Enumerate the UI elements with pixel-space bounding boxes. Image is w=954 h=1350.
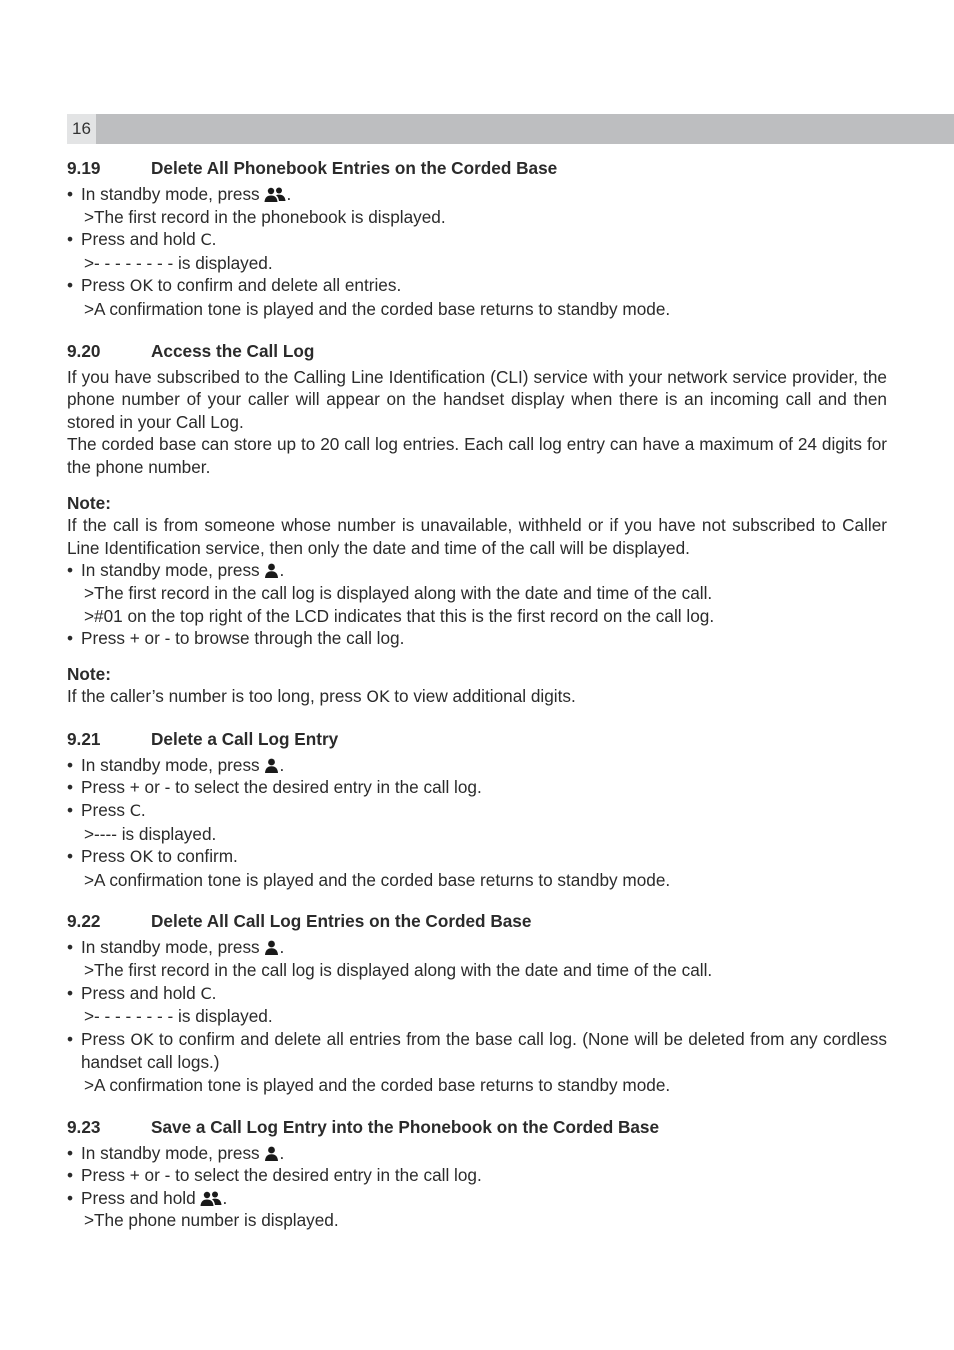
step-text: Press [81, 846, 125, 867]
phonebook-icon [264, 187, 286, 202]
section-title: Save a Call Log Entry into the Phonebook on the Corded Base [151, 1116, 660, 1137]
step-text: Press and hold [81, 982, 196, 1003]
step-text: In standby mode, press [81, 937, 260, 958]
step-text: to confirm and delete all entries from the base call log. (None will be deleted from any cordless handset call logs.) [81, 1028, 887, 1073]
step-text: In standby mode, press [81, 754, 260, 775]
step-result: >The phone number is displayed. [84, 1210, 339, 1231]
step-result: >A confirmation tone is played and the corded base returns to standby mode. [84, 298, 671, 319]
step-text: to confirm and delete all entries. [157, 275, 402, 296]
section-number: 9.19 [67, 158, 101, 178]
step-text: In standby mode, press [81, 184, 260, 204]
step: • Press + or - to browse through the call log. [67, 627, 887, 650]
step: • Press C. [67, 799, 887, 823]
page-content [67, 157, 887, 1232]
step-text: to confirm. [157, 846, 238, 867]
note-text-part: to view additional digits. [394, 686, 576, 707]
section-number: 9.23 [67, 1116, 101, 1137]
step-result: >A confirmation tone is played and the corded base returns to standby mode. [84, 1075, 671, 1095]
step: • In standby mode, press . [67, 1142, 887, 1165]
step: • In standby mode, press . [67, 559, 887, 582]
call-log-icon [264, 563, 279, 578]
step-text: Press [81, 1028, 125, 1049]
key-ok: OK [129, 847, 153, 867]
step-result: >#01 on the top right of the LCD indicates that this is the first record on the call log. [84, 605, 715, 626]
step-text: Press and hold [81, 1187, 196, 1208]
paragraph: The corded base can store up to 20 call log entries. Each call log entry can have a maximum of 24 digits for the phone number. [67, 434, 887, 477]
page-header-bar [67, 114, 954, 144]
call-log-icon [264, 1146, 279, 1161]
step: • In standby mode, press . [67, 936, 887, 959]
step: • Press + or - to select the desired entry in the call log. [67, 1164, 887, 1187]
step-text: In standby mode, press [81, 560, 260, 581]
step-result: >The first record in the phonebook is displayed. [84, 206, 446, 227]
key-ok: OK [366, 687, 390, 707]
section-heading [67, 340, 887, 363]
key-c: C [200, 230, 212, 250]
section-9-20 [67, 340, 887, 709]
section-9-23 [67, 1116, 887, 1232]
section-heading [67, 728, 887, 751]
section-number: 9.22 [67, 911, 101, 932]
paragraph: If you have subscribed to the Calling Line Identification (CLI) service with your network service provider, the phone number of your caller will appear on the handset display when there is an incoming call and then stored in your Call Log. [67, 366, 887, 432]
step: • In standby mode, press . [67, 754, 887, 777]
section-heading [67, 910, 887, 933]
step-text: Press and hold [81, 229, 196, 250]
section-9-21 [67, 728, 887, 892]
step [67, 1028, 887, 1074]
step [67, 845, 887, 869]
note-text [67, 685, 887, 709]
key-ok: OK [129, 276, 153, 296]
step: • Press and hold C. [67, 228, 887, 252]
step-result: >- - - - - - - - is displayed. [84, 252, 273, 273]
section-number: 9.20 [67, 340, 101, 361]
step [67, 274, 887, 298]
step-text: Press [81, 275, 125, 296]
key-c: C [129, 801, 141, 821]
note-text: If the call is from someone whose number is unavailable, withheld or if you have not subscribed to Caller Line Identification service, then only the date and time of the call will be displayed. [67, 515, 887, 558]
step: • Press and hold C. [67, 982, 887, 1006]
section-title: Delete a Call Log Entry [151, 728, 339, 749]
key-ok: OK [130, 1029, 154, 1049]
step-result: >A confirmation tone is played and the corded base returns to standby mode. [84, 869, 671, 890]
step: • Press + or - to select the desired entry in the call log. [67, 776, 887, 799]
section-9-19 [67, 157, 887, 321]
step-text: Press [81, 800, 125, 821]
step-result: >The first record in the call log is displayed along with the date and time of the call. [84, 960, 713, 981]
section-title: Access the Call Log [151, 340, 315, 361]
step-result: >---- is displayed. [84, 823, 217, 844]
section-9-22 [67, 910, 887, 1096]
step-result: >The first record in the call log is displayed along with the date and time of the call. [84, 582, 713, 603]
phonebook-icon [200, 1191, 222, 1206]
note-text-part: If the caller’s number is too long, press [67, 686, 362, 707]
call-log-icon [264, 758, 279, 773]
call-log-icon [264, 940, 279, 955]
note-label: Note: [67, 663, 111, 684]
section-title: Delete All Call Log Entries on the Corded Base [151, 911, 532, 932]
page-number: 16 [72, 119, 91, 138]
key-c: C [200, 983, 212, 1003]
note-label: Note: [67, 492, 111, 513]
step: • Press and hold . [67, 1187, 887, 1210]
step-result: >- - - - - - - - is displayed. [84, 1006, 273, 1027]
section-number: 9.21 [67, 728, 101, 749]
step: • In standby mode, press . [67, 183, 887, 206]
section-heading [67, 157, 887, 180]
step-text: In standby mode, press [81, 1142, 260, 1163]
section-heading [67, 1116, 887, 1139]
section-title: Delete All Phonebook Entries on the Corded Base [151, 158, 558, 178]
